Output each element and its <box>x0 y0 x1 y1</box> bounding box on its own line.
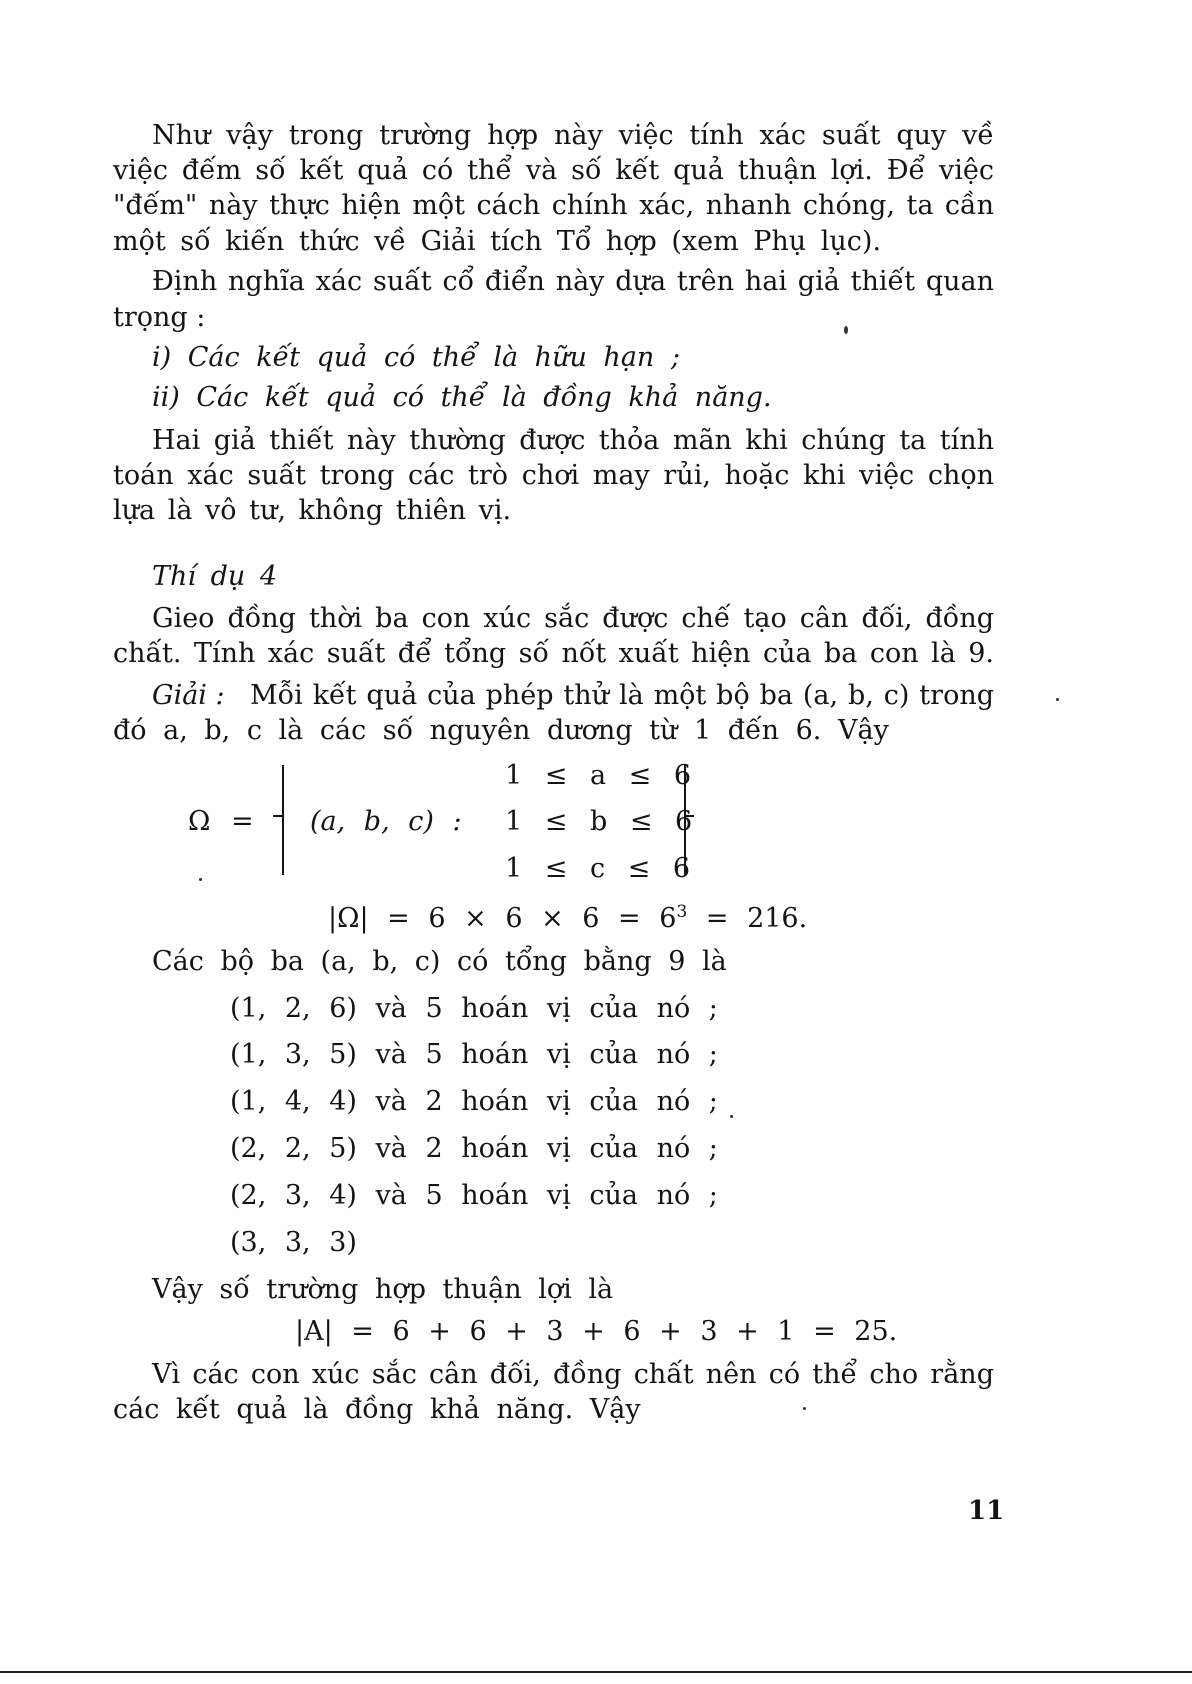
assumption-2: ii) Các kết quả có thể là đồng khả năng. <box>152 382 772 413</box>
favorable-intro: Vậy số trường hợp thuận lợi là <box>152 1274 614 1305</box>
omega-count-exponent: 3 <box>676 902 688 922</box>
paragraph-1-line-4: một số kiến thức về Giải tích Tổ hợp (xem Phụ lục). <box>113 226 882 257</box>
triple-4: (2, 2, 5) và 2 hoán vị của nó ; <box>230 1133 718 1164</box>
omega-set-element: (a, b, c) : <box>310 806 462 837</box>
omega-count-prefix: |Ω| = 6 × 6 × 6 = 6 <box>328 903 677 934</box>
scan-speck <box>803 1407 806 1410</box>
paragraph-1-line-3: "đếm" này thực hiện một cách chính xác, nhanh chóng, ta cần <box>113 190 994 221</box>
example-title: Thí dụ 4 <box>152 561 278 592</box>
scan-speck <box>730 1115 733 1118</box>
triples-intro: Các bộ ba (a, b, c) có tổng bằng 9 là <box>152 946 727 977</box>
omega-set-lhs: Ω = <box>188 806 254 837</box>
paragraph-1-line-1: Như vậy trong trường hợp này việc tính xác suất quy về <box>152 120 994 151</box>
problem-line-1: Gieo đồng thời ba con xúc sắc được chế tạo cân đối, đồng <box>152 603 994 634</box>
scan-speck <box>199 878 202 881</box>
page-number: 11 <box>968 1496 1005 1526</box>
triple-2: (1, 3, 5) và 5 hoán vị của nó ; <box>230 1039 718 1070</box>
triple-1: (1, 2, 6) và 5 hoán vị của nó ; <box>230 993 718 1024</box>
right-brace-tip <box>686 815 694 817</box>
bottom-rule <box>0 1671 1192 1673</box>
solution-line-1: Mỗi kết quả của phép thử là một bộ ba (a, b, c) trong <box>250 680 994 711</box>
omega-condition-a: 1 ≤ a ≤ 6 <box>505 760 692 791</box>
favorable-count: |A| = 6 + 6 + 3 + 6 + 3 + 1 = 25. <box>295 1316 898 1347</box>
conclusion-line-2: các kết quả là đồng khả năng. Vậy <box>113 1394 641 1425</box>
triple-3: (1, 4, 4) và 2 hoán vị của nó ; <box>230 1086 718 1117</box>
paragraph-2-line-2: trọng : <box>113 302 206 333</box>
paragraph-2-line-1: Định nghĩa xác suất cổ điển này dựa trên hai giả thiết quan <box>152 266 994 297</box>
paragraph-1-line-2: việc đếm số kết quả có thể và số kết quả thuận lợi. Để việc <box>113 155 994 186</box>
omega-condition-b: 1 ≤ b ≤ 6 <box>505 806 693 837</box>
triple-5: (2, 3, 4) và 5 hoán vị của nó ; <box>230 1180 718 1211</box>
omega-count <box>328 904 807 932</box>
left-brace <box>282 765 290 875</box>
scan-speck <box>1056 698 1059 701</box>
left-brace-tip <box>273 815 282 817</box>
problem-line-2: chất. Tính xác suất để tổng số nốt xuất hiện của ba con là 9. <box>113 638 994 669</box>
solution-label: Giải : <box>152 680 225 711</box>
paragraph-3-line-3: lựa là vô tư, không thiên vị. <box>113 495 512 526</box>
omega-condition-c: 1 ≤ c ≤ 6 <box>505 853 691 884</box>
solution-line-2: đó a, b, c là các số nguyên dương từ 1 đến 6. Vậy <box>113 715 889 746</box>
paragraph-3-line-1: Hai giả thiết này thường được thỏa mãn khi chúng ta tính <box>152 425 994 456</box>
right-brace <box>678 765 686 875</box>
triple-6: (3, 3, 3) <box>230 1227 357 1258</box>
omega-count-suffix: = 216. <box>687 903 808 934</box>
assumption-1: i) Các kết quả có thể là hữu hạn ; <box>152 342 680 373</box>
conclusion-line-1: Vì các con xúc sắc cân đối, đồng chất nên có thể cho rằng <box>152 1359 994 1390</box>
paragraph-3-line-2: toán xác suất trong các trò chơi may rủi, hoặc khi việc chọn <box>113 460 994 491</box>
scan-speck <box>844 326 848 334</box>
